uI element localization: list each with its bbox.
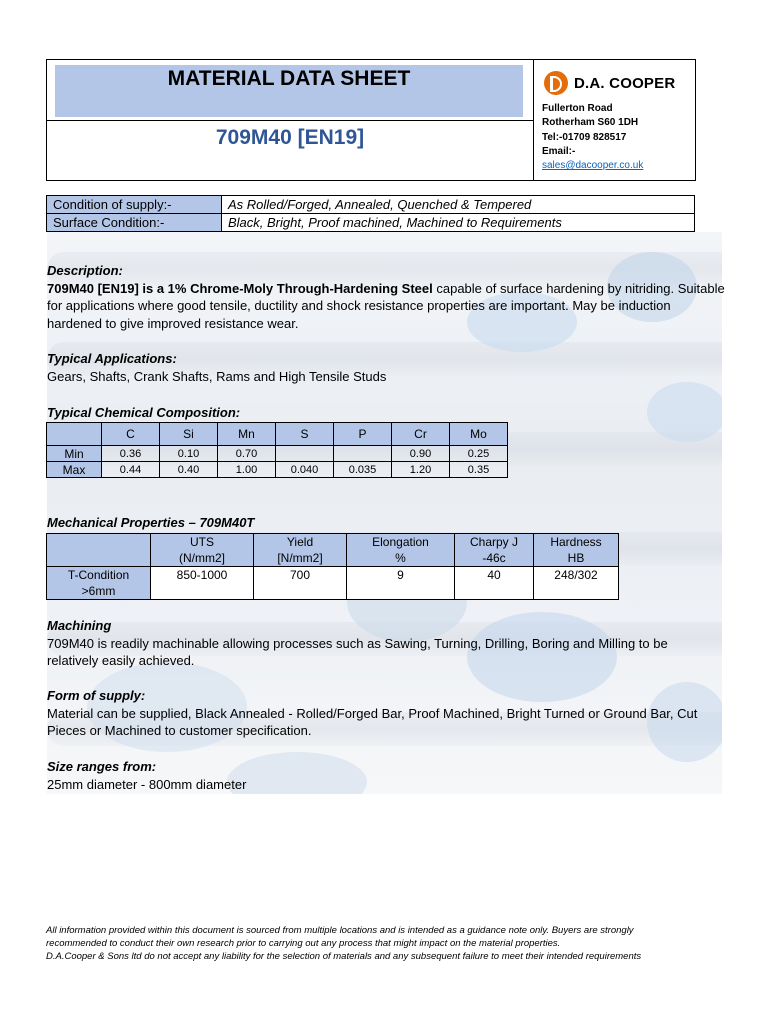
column-header: Mn <box>218 423 276 446</box>
machining-text: 709M40 is readily machinable allowing processes such as Sawing, Turning, Drilling, Boring and Milling to be <box>47 635 668 651</box>
table-row <box>47 196 695 214</box>
table-cell: 0.10 <box>160 446 218 462</box>
row-header: T-Condition >6mm <box>47 567 151 600</box>
header-divider <box>47 120 533 121</box>
table-cell: 700 <box>254 567 347 600</box>
disclaimer-footer <box>46 924 736 964</box>
table-cell: 40 <box>455 567 534 600</box>
applications-section <box>47 350 727 385</box>
description-bold-lead: 709M40 [EN19] is a 1% Chrome-Moly Through-Hardening Steel <box>47 280 433 296</box>
table-cell: 1.20 <box>392 462 450 478</box>
table-cell: 9 <box>347 567 455 600</box>
column-header <box>47 423 102 446</box>
table-row <box>47 462 508 478</box>
header-vertical-divider <box>533 60 534 180</box>
table-header-row <box>47 423 508 446</box>
chemical-heading: Typical Chemical Composition: <box>47 405 241 420</box>
table-cell: 0.25 <box>450 446 508 462</box>
header-box <box>46 59 696 181</box>
machining-text-2: relatively easily achieved. <box>47 653 195 669</box>
table-row <box>47 567 619 600</box>
mechanical-heading: Mechanical Properties – 709M40T <box>47 515 255 530</box>
condition-value: As Rolled/Forged, Annealed, Quenched & Tempered <box>222 196 695 214</box>
table-cell <box>276 446 334 462</box>
table-cell <box>334 446 392 462</box>
company-address <box>542 102 643 173</box>
email-link[interactable]: sales@dacooper.co.uk <box>542 160 644 172</box>
table-cell: 0.90 <box>392 446 450 462</box>
conditions-table <box>46 195 695 232</box>
address-line-2: Rotherham S60 1DH <box>542 117 639 129</box>
email-label: Email:- <box>542 145 576 157</box>
form-of-supply-heading: Form of supply: <box>47 688 146 703</box>
chemical-composition-table <box>46 422 508 478</box>
description-section <box>47 262 727 333</box>
description-text-2: for applications where good tensile, ductility and shock resistance properties are important. May be induction <box>47 298 671 314</box>
company-logo-icon <box>544 71 568 95</box>
description-heading: Description: <box>47 263 123 278</box>
disclaimer-line-1: All information provided within this document is sourced from multiple locations and is intended as a guidance note only. Buyers are strongly <box>46 925 634 936</box>
column-header: Cr <box>392 423 450 446</box>
table-cell: 850-1000 <box>151 567 254 600</box>
column-header: Hardness HB <box>534 534 619 567</box>
disclaimer-line-3: D.A.Cooper & Sons ltd do not accept any liability for the selection of materials and any subsequent failure to meet their intended requirements <box>46 951 642 963</box>
applications-text: Gears, Shafts, Crank Shafts, Rams and High Tensile Studs <box>47 368 387 384</box>
table-cell: 0.35 <box>450 462 508 478</box>
address-line-1: Fullerton Road <box>542 103 613 114</box>
form-of-supply-text: Material can be supplied, Black Annealed - Rolled/Forged Bar, Proof Machined, Bright Turned or Ground Bar, Cut <box>47 705 698 721</box>
company-logo <box>544 71 675 95</box>
company-name: D.A. COOPER <box>574 74 676 92</box>
table-row <box>47 214 695 232</box>
column-header: Charpy J -46c <box>455 534 534 567</box>
table-cell: 1.00 <box>218 462 276 478</box>
size-ranges-heading: Size ranges from: <box>47 759 157 774</box>
machining-heading: Machining <box>47 618 112 633</box>
row-header: Max <box>47 462 102 478</box>
column-header: S <box>276 423 334 446</box>
description-text: 709M40 [EN19] is a 1% Chrome-Moly Through-Hardening Steel capable of surface hardening by nitriding. Suitable <box>47 280 725 296</box>
table-cell: 0.40 <box>160 462 218 478</box>
table-header-row <box>47 534 619 567</box>
table-cell: 0.035 <box>334 462 392 478</box>
machining-section <box>47 617 727 670</box>
size-ranges-section <box>47 758 727 793</box>
telephone: Tel:-01709 828517 <box>542 131 627 143</box>
table-cell: 0.70 <box>218 446 276 462</box>
applications-heading: Typical Applications: <box>47 351 177 366</box>
column-header: Si <box>160 423 218 446</box>
description-text-3: hardened to give improved resistance wear. <box>47 316 299 332</box>
column-header: Elongation % <box>347 534 455 567</box>
column-header: Mo <box>450 423 508 446</box>
disclaimer-line-2: recommended to conduct their own research prior to carrying out any process that might impact on the material properties. <box>46 938 561 950</box>
form-of-supply-text-2: Pieces or Machined to customer specification. <box>47 723 312 739</box>
size-ranges-text: 25mm diameter - 800mm diameter <box>47 776 247 792</box>
mechanical-properties-table <box>46 533 619 600</box>
condition-label: Condition of supply:- <box>47 196 222 214</box>
row-header: Min <box>47 446 102 462</box>
column-header <box>47 534 151 567</box>
page-title: MATERIAL DATA SHEET <box>167 67 411 90</box>
material-grade: 709M40 [EN19] <box>215 126 365 149</box>
table-cell: 0.36 <box>102 446 160 462</box>
surface-label: Surface Condition:- <box>47 214 222 232</box>
table-cell: 0.040 <box>276 462 334 478</box>
column-header: UTS (N/mm2] <box>151 534 254 567</box>
column-header: Yield [N/mm2] <box>254 534 347 567</box>
table-cell: 248/302 <box>534 567 619 600</box>
table-cell: 0.44 <box>102 462 160 478</box>
column-header: P <box>334 423 392 446</box>
table-row <box>47 446 508 462</box>
column-header: C <box>102 423 160 446</box>
surface-value: Black, Bright, Proof machined, Machined to Requirements <box>222 214 695 232</box>
form-of-supply-section <box>47 687 727 740</box>
